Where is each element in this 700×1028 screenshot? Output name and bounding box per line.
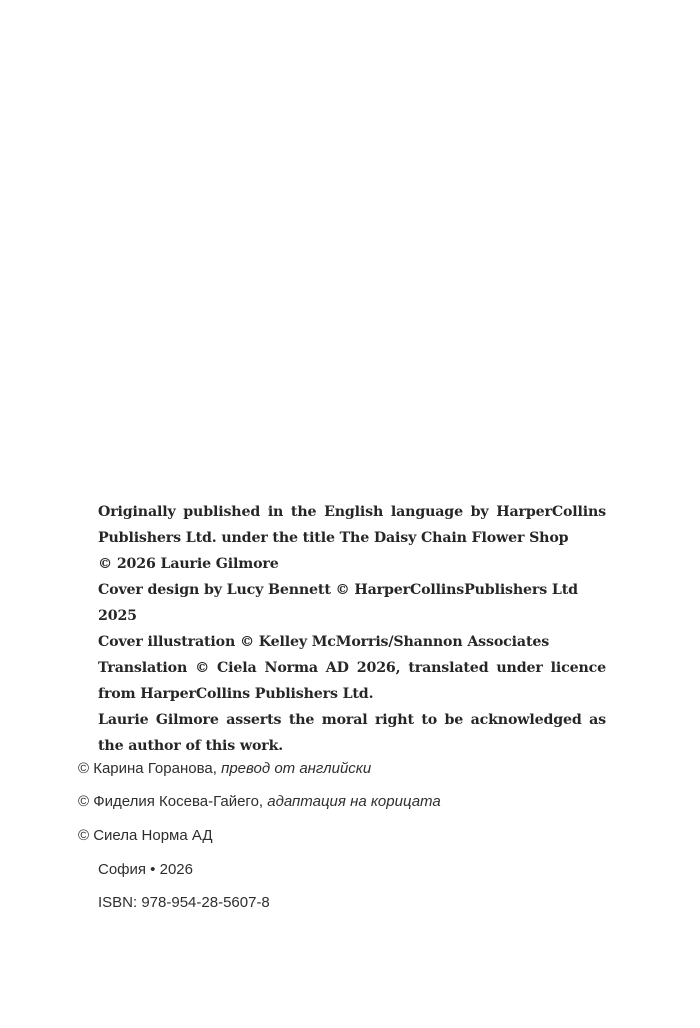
cover-adaptation-role: адаптация на корицата [267, 793, 441, 810]
original-publication-note: Originally published in the English language by HarperCollins Publishers Ltd. under the title The Daisy Chain Flower Shop [98, 504, 606, 546]
cover-illustration-credit: Cover illustration © Kelley McMorris/Shannon Associates [98, 634, 550, 650]
publisher-copyright: © Сиела Норма АД [78, 827, 213, 844]
imprint-block [98, 499, 606, 759]
translator-name: © Карина Горанова, [78, 760, 217, 777]
isbn: ISBN: 978-954-28-5607-8 [98, 894, 270, 911]
cover-design-credit: Cover design by Lucy Bennett © HarperCollinsPublishers Ltd 2025 [98, 582, 578, 624]
translator-role: превод от английски [221, 760, 372, 777]
place-and-year: София • 2026 [98, 861, 193, 878]
copyright-author: © 2026 Laurie Gilmore [98, 556, 279, 572]
moral-rights-statement: Laurie Gilmore asserts the moral right to be acknowledged as the author of this work. [98, 712, 606, 754]
cover-adaptation-credit [78, 792, 441, 812]
cover-adaptation-name: © Фиделия Косева-Гайего, [78, 793, 264, 810]
translation-copyright: Translation © Ciela Norma AD 2026, translated under licence from HarperCollins Publishers Ltd. [98, 660, 606, 702]
translator-credit [78, 759, 371, 779]
